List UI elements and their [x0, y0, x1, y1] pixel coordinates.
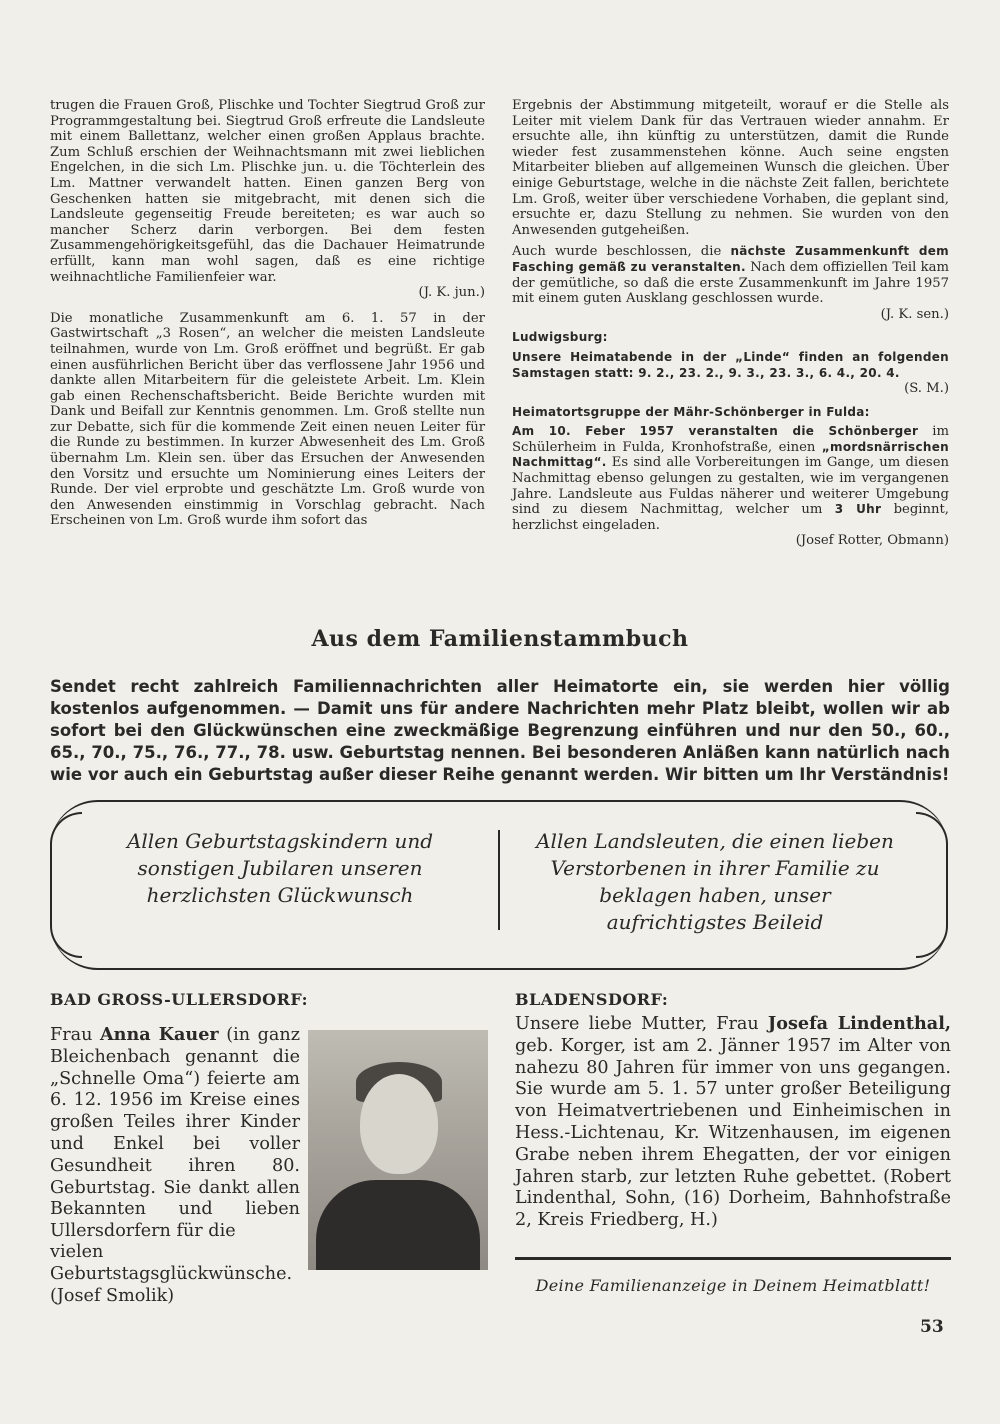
page-number: 53 [920, 1317, 944, 1337]
frame-left-bracket [50, 812, 82, 958]
obituary-article: Unsere liebe Mutter, Frau Josefa Lindenthal, geb. Korger, ist am 2. Jänner 1957 im Alter von nahezu 80 Jahren für immer von uns gegangen. Sie wurde am 5. 1. 57 unter großer Beteiligung von Heimatvertriebenen und Einheimischen in Hess.-Lichtenau, Kr. Witzenhausen, im eigenen Grabe neben ihrem Ehegatten, der vor einigen Jahren starb, zur letzten Ruhe gebettet. (Robert Lindenthal, Sohn, (16) Dorheim, Bahnhofstraße 2, Kreis Friedberg, H.) [515, 1013, 952, 1231]
paragraph: Unsere Heimatabende in der „Linde“ finden an folgenden Samstagen statt: 9. 2., 23. 2., 9. 3., 23. 3., 6. 4., 20. 4. (S. M.) [512, 349, 949, 397]
section-heading-bladensdorf: BLADENSDORF: [515, 990, 669, 1009]
section-heading-bad-gross-ullersdorf: BAD GROSS-ULLERSDORF: [50, 990, 309, 1009]
family-intro: Sendet recht zahlreich Familiennachrichten aller Heimatorte ein, sie werden hier völlig kostenlos aufgenommen. — Damit uns für andere Nachrichten mehr Platz bleibt, wollen wir ab sofort bei den Glückwünschen eine zweckmäßige Begrenzung einführen und nur den 50., 60., 65., 70., 75., 76., 77., 78. usw. Geburtstag nennen. Bei besonderen Anläßen kann natürlich nach wie vor auch ein Geburtstag außer dieser Reihe genannt werden. Wir bitten um Ihr Verständnis! [50, 677, 950, 784]
article-tail: vielen Geburtstagsglückwünsche. (Josef Smolik) [50, 1242, 293, 1306]
article-column-right [512, 98, 949, 555]
signature: (Josef Rotter, Obmann) [795, 533, 949, 549]
person-name: Anna Kauer [100, 1024, 219, 1045]
paragraph: Die monatliche Zusammenkunft am 6. 1. 57 in der Gastwirtschaft „3 Rosen“, an welcher die meisten Landsleute teilnahmen, wurde von Lm. Groß eröffnet und begrüßt. Er gab einen ausführlichen Bericht über das verflossene Jahr 1956 und dankte allen Mitarbeitern für die geleistete Arbeit. Lm. Klein gab einen Rechenschaftsbericht. Beide Berichte wurden mit Dank und Beifall zur Kenntnis genommen. Lm. Groß stellte nun zur Debatte, sich für die kommende Zeit einen neuen Leiter für die Runde zu bestimmen. In kurzer Abwesenheit des Lm. Groß übernahm Lm. Klein sen. über das Ersuchen der Anwesenden den Vorsitz und ersuchte um Nominierung eines Leiters der Runde. Der viel erprobte und geschätzte Lm. Groß wurde von den Anwesenden einstimmig in Vorschlag gebracht. Nach Erscheinen von Lm. Groß wurde ihm sofort das [50, 310, 485, 529]
birthday-article: Frau Anna Kauer (in ganz Bleichenbach genannt die „Schnelle Oma“) feierte am 6. 12. 1956 im Kreise eines großen Teiles ihrer Kinder und Enkel bei voller Gesundheit ihren 80. Geburtstag. Sie dankt allen Bekannten und lieben Ullersdorfern für die vielen Geburtstagsglückwünsche. (Josef Smolik) [50, 1024, 300, 1306]
portrait-photo [308, 1030, 488, 1270]
section-heading-fulda: Heimatortsgruppe der Mähr-Schönberger in Fulda: [512, 404, 870, 419]
paragraph: Auch wurde beschlossen, die nächste Zusammenkunft dem Fasching gemäß zu veranstalten. Nach dem offiziellen Teil kam der gemütliche, so daß die erste Zusammenkunft im Jahre 1957 mit einem guten Ausklang geschlossen wurde. (J. K. sen.) [512, 244, 950, 322]
ad-slogan: Deine Familienanzeige in Deinem Heimatblatt! [535, 1276, 931, 1295]
article-column-left [50, 98, 485, 535]
photo-face [360, 1074, 438, 1174]
photo-coat [316, 1180, 480, 1270]
signature: (J. K. jun.) [418, 285, 485, 301]
signature: (S. M.) [904, 381, 949, 397]
signature: (J. K. sen.) [880, 306, 949, 322]
section-title: Aus dem Familienstammbuch [311, 626, 689, 652]
paragraph: Am 10. Feber 1957 veranstalten die Schönberger im Schülerheim in Fulda, Kronhofstraße, einen „mordsnärrischen Nachmittag“. Es sind alle Vorbereitungen im Gange, um diesen Nachmittag ebenso gelungen zu gestalten, wie im vergangenen Jahre. Landsleute aus Fuldas näherer und weiterer Umgebung sind zu diesem Nachmittag, welcher um 3 Uhr beginnt, herzlichst eingeladen. (Josef Rotter, Obmann) [512, 424, 949, 549]
frame-right-bracket [916, 812, 948, 958]
frame-divider [498, 830, 500, 930]
condolence-message: Allen Landsleuten, die einen lieben Verstorbenen in ihrer Familie zu beklagen haben, unser aufrichtigstes Beileid [536, 829, 894, 934]
paragraph: trugen die Frauen Groß, Plischke und Tochter Siegtrud Groß zur Programmgestaltung bei. Siegtrud Groß erfreute die Landsleute mit einem Ballettanz, welcher einen großen Applaus brachte. Zum Schluß erschien der Weihnachtsmann mit zwei lieblichen Engelchen, in die sich Lm. Plischke jun. u. die Töchterlein des Lm. Mattner verwandelt hatten. Einen ganzen Berg von Geschenken hatten sie mitgebracht, mit denen sich die Landsleute gegenseitig Freude bereiteten; es war auch so mancher Scherz darin verborgen. Bei dem festen Zusammengehörigkeitsgefühl, das die Dachauer Heimatrunde erfüllt, kann man wohl sagen, daß es eine richtige weihnachtliche Familienfeier war. (J. K. jun.) [50, 98, 485, 301]
person-name: Josefa Lindenthal, [767, 1013, 952, 1034]
divider-rule [515, 1257, 951, 1260]
birthday-greeting: Allen Geburtstagskindern und sonstigen Jubilaren unseren herzlichsten Glückwunsch [126, 829, 434, 907]
paragraph: Ergebnis der Abstimmung mitgeteilt, worauf er die Stelle als Leiter mit vielem Dank für das Vertrauen wieder annahm. Er ersuchte alle, ihn künftig zu unterstützen, damit die Runde wieder fest zusammenstehen könne. Auch seine engsten Mitarbeiter blieben auf allgemeinen Wunsch die gleichen. Über einige Geburtstage, welche in die nächste Zeit fallen, berichtete Lm. Groß, weiter über verschiedene Vorhaben, die geplant sind, ersuchte er, dazu Stellung zu nehmen. Sie wurden von den Anwesenden gutgeheißen. [512, 98, 949, 238]
section-heading-ludwigsburg: Ludwigsburg: [512, 330, 608, 345]
